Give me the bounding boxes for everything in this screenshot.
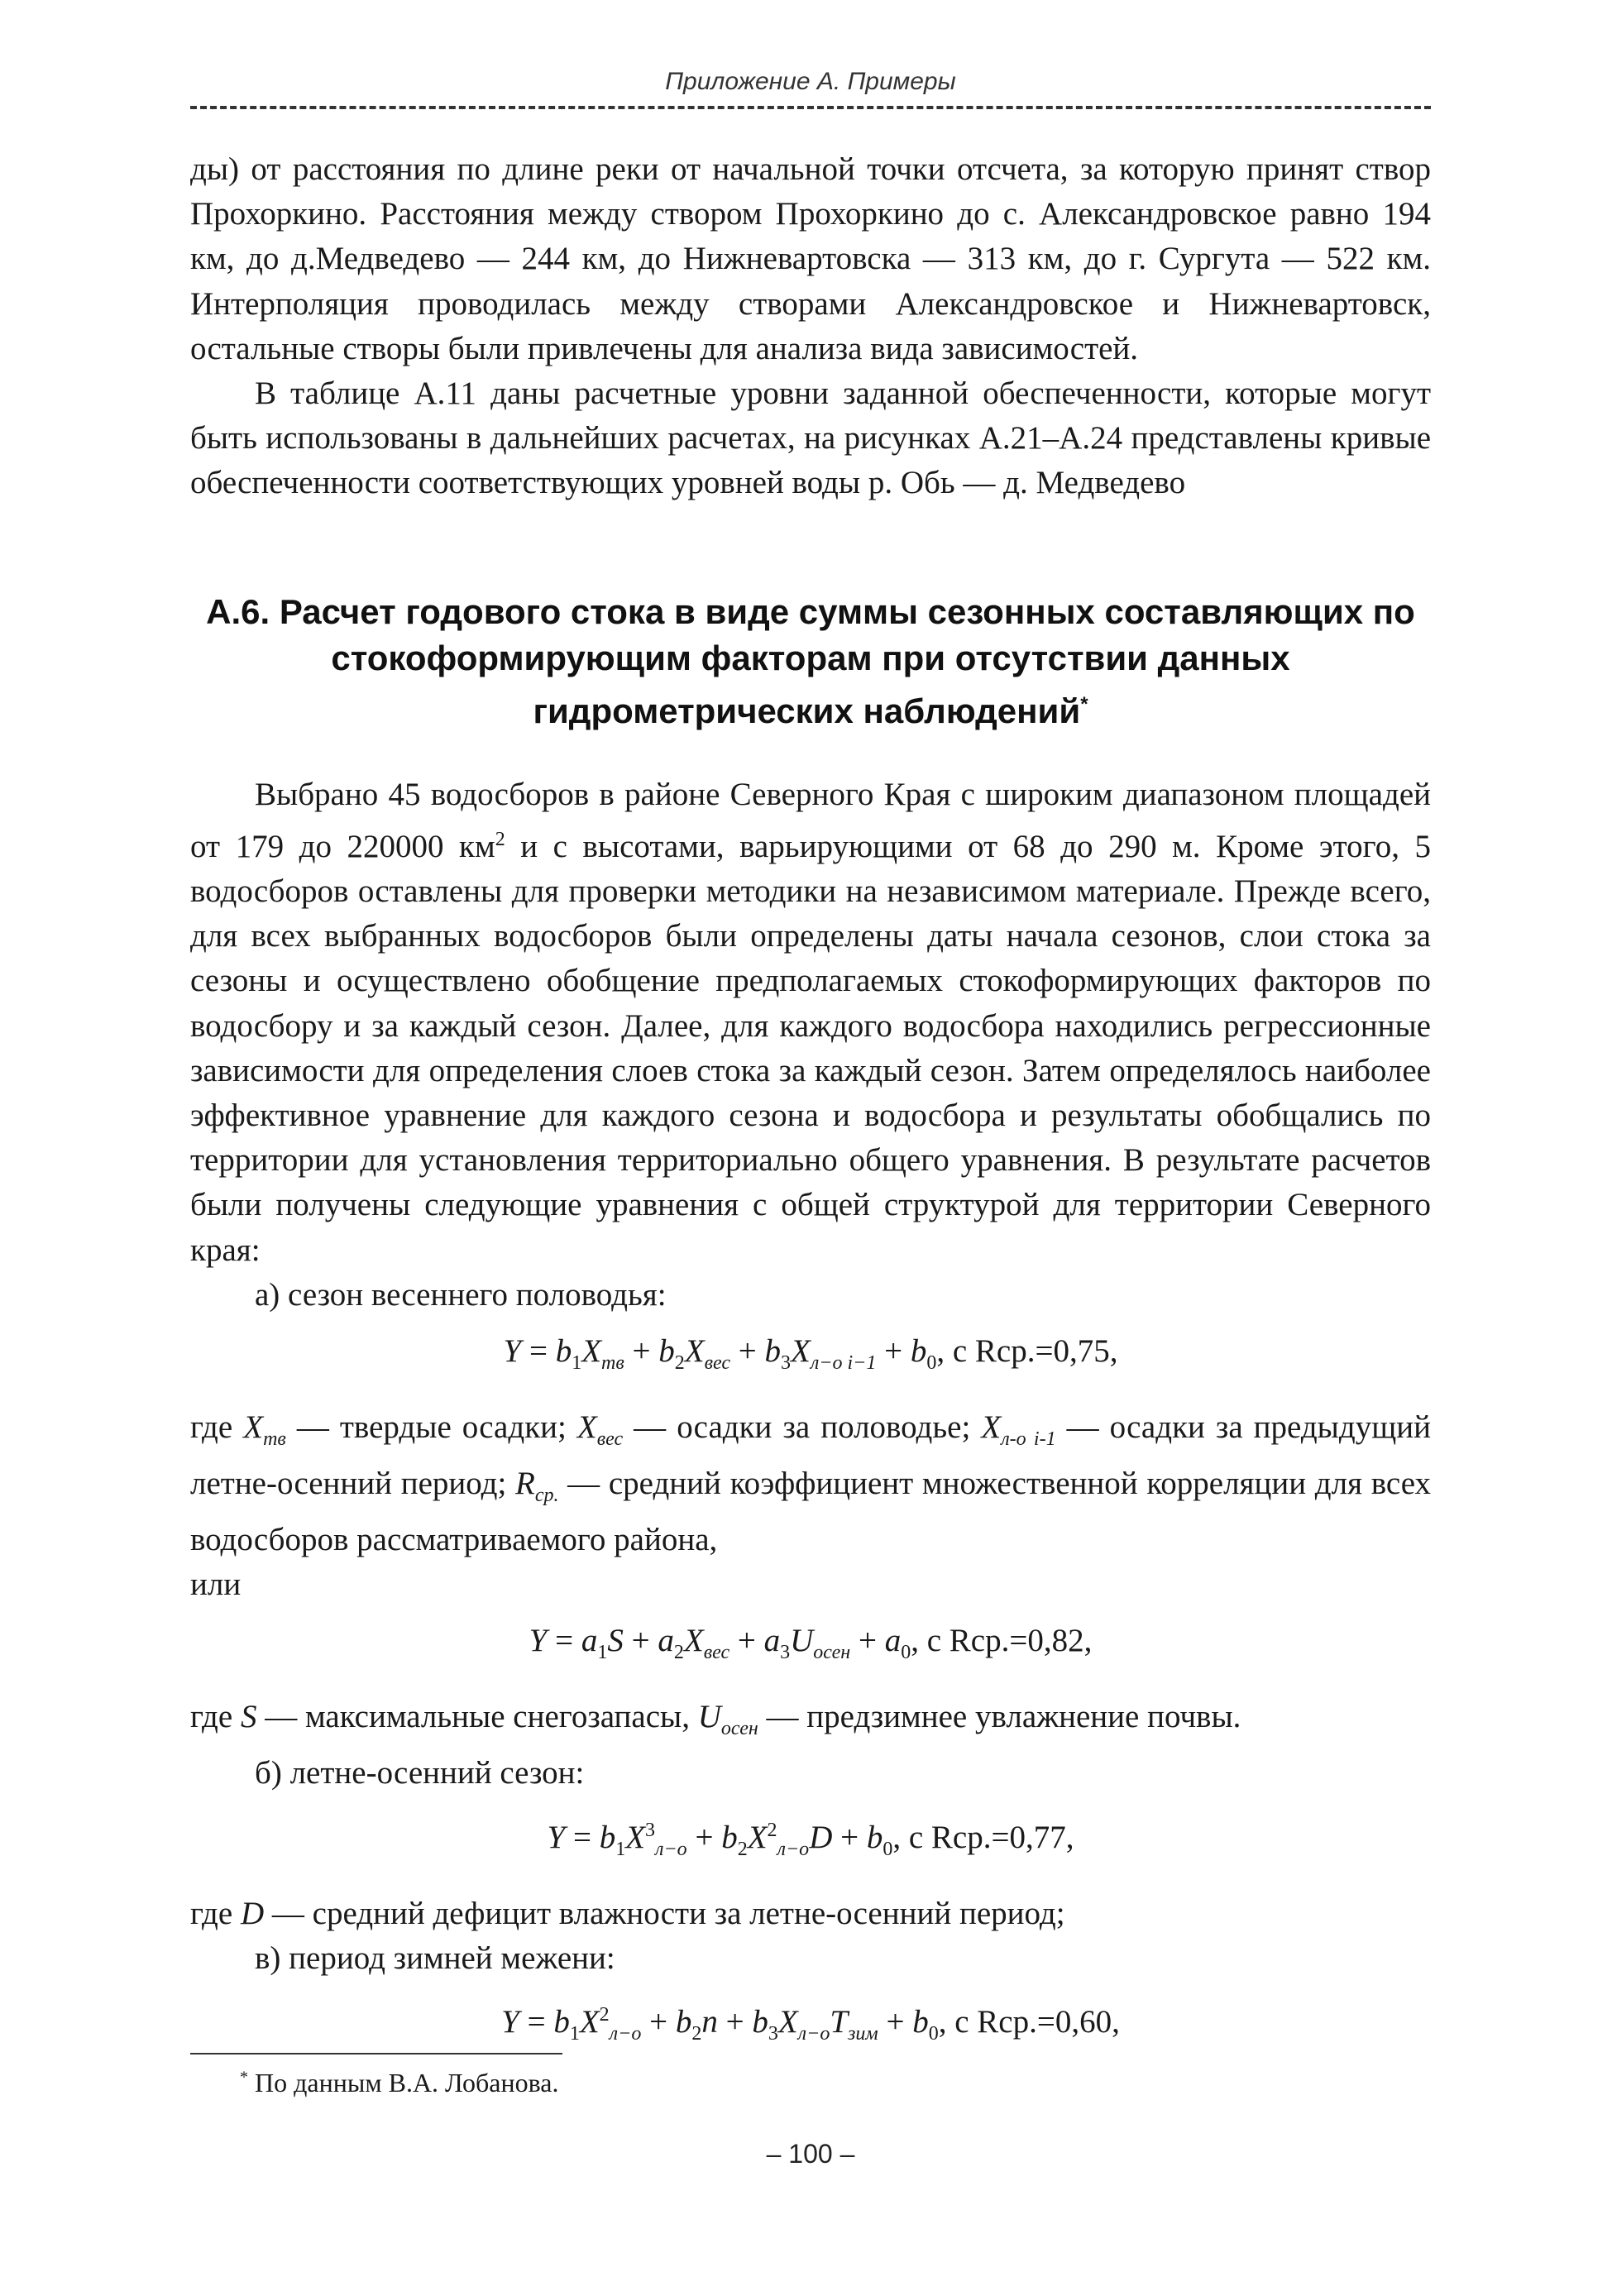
paragraph-snow-definitions: где S — максимальные снегозапасы, $U_{осен}$ — предзимнее увлажнение почвы. [190, 1699, 1241, 1740]
paragraph-method-text-2: и с высотами, варьирующими от 68 до 290 м. Кроме этого, 5 водосборов оставлены для проверки методики на независимом материале. Прежде всего, для всех выбранных водосборов были определены даты начала сезонов, слои стока за сезоны и осуществлено обобщение предполагаемых стокоформирующих факторов по водосбору и за каждый сезон. Далее, для каждого водосбора находились регрессионные зависимости для определения слоев стока за каждый сезон. Затем определялось наиболее эффективное уравнение для каждого сезона и водосбора и результаты обобщались по территории для установления территориально общего уравнения. В результате расчетов были получены следующие уравнения с общей структурой для территории Северного края: [190, 828, 1431, 1268]
area-unit-superscript: 2 [495, 828, 505, 850]
paragraph-method-text-1: Выбрано 45 водосборов в районе Северного Края с широким диапазоном площадей от 179 до 220000 км [190, 776, 1431, 864]
section-heading-text: А.6. Расчет годового стока в виде суммы сезонных составляющих по стокоформирующим факторам при отсутствии данных гидрометрических наблюдений [206, 591, 1415, 730]
footnote-marker: * [240, 2068, 248, 2087]
footnote [240, 2068, 558, 2098]
formula-spring-flood-alt: $Y = a_1S + a_2X_{вес} + a_3U_{осен} + a_0$, с Rср.=0,82, [529, 1623, 1093, 1664]
page-number: – 100 – [766, 2139, 855, 2169]
heading-footnote-marker: * [1080, 692, 1088, 715]
header-divider [190, 106, 1431, 109]
paragraph-deficit-definition: где D — средний дефицит влажности за летне-осенний период; [190, 1895, 1065, 1931]
running-header: Приложение А. Примеры [665, 68, 956, 95]
list-item-spring-flood: а) сезон весеннего половодья: [255, 1276, 667, 1313]
list-item-summer-autumn: б) летне-осенний сезон: [255, 1755, 585, 1791]
formula-spring-flood: $Y = b_1X_{тв} + b_2X_{вес} + b_3X_{л-о i-1} + b_0$, с Rср.=0,75, [503, 1333, 1118, 1374]
section-heading [190, 589, 1431, 734]
footnote-text: По данным В.А. Лобанова. [248, 2068, 559, 2097]
paragraph-spring-definitions: где $X_{тв}$ — твердые осадки; $X_{вес}$ — осадки за половодье; $X_{л-о i-1}$ — осадки за предыдущий летне-осенний период; $R_{ср.}$ — средний коэффициент множественной корреляции для всех водосборов рассматриваемого района, [190, 1409, 1431, 1558]
formula-summer-autumn: $Y = b_1X^3_{л-о} + b_2X^2_{л-о}D + b_0$, с Rср.=0,77, [547, 1819, 1074, 1860]
formula-winter-low-water: $Y = b_1X^2_{л-о} + b_2n + b_3X_{л-о}T_{зим} + b_0$, с Rср.=0,60, [501, 2004, 1120, 2045]
paragraph-table-reference: В таблице А.11 даны расчетные уровни заданной обеспеченности, которые могут быть использованы в дальнейших расчетах, на рисунках А.21–А.24 представлены кривые обеспеченности соответствующих уровней воды р. Обь — д. Медведево [190, 375, 1431, 501]
paragraph-continuation: ды) от расстояния по длине реки от начальной точки отсчета, за которую принят створ Прохоркино. Расстояния между створом Прохоркино до с. Александровское равно 194 км, до д.Медведево — 244 км, до Нижневартовска — 313 км, до г. Сургута — 522 км. Интерполяция проводилась между створами Александровское и Нижневартовск, остальные створы были привлечены для анализа вида зависимостей. [190, 151, 1431, 366]
or-connector: или [190, 1567, 242, 1603]
page-body [190, 147, 1431, 2076]
footnote-divider [190, 2053, 562, 2054]
list-item-winter-low-water: в) период зимней межени: [255, 1940, 615, 1976]
paragraph-method [190, 773, 1431, 1273]
